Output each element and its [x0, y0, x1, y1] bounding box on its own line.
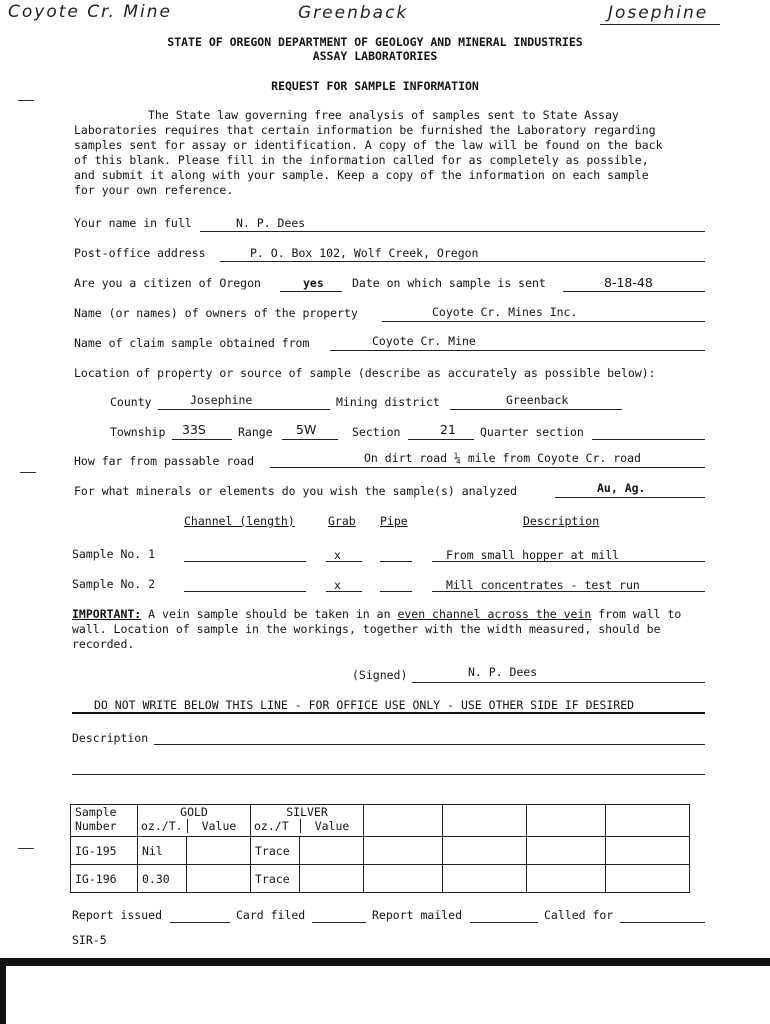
district-line — [450, 409, 622, 410]
results-row-1-empty — [443, 837, 527, 865]
address-line — [220, 261, 705, 262]
sample-1-grab[interactable]: x — [334, 548, 341, 562]
county-value[interactable]: Josephine — [190, 393, 253, 407]
section-line — [408, 439, 474, 440]
results-h-gold-value: Value — [201, 819, 237, 833]
card-filed-label: Card filed — [236, 908, 306, 922]
results-header-gold — [138, 805, 251, 837]
office-description-label: Description — [72, 731, 149, 745]
results-header-silver — [251, 805, 364, 837]
section-value[interactable]: 21 — [440, 422, 456, 437]
results-header-sample — [71, 805, 138, 837]
claim-value[interactable]: Coyote Cr. Mine — [372, 334, 476, 348]
name-value[interactable]: N. P. Dees — [236, 216, 306, 230]
citizen-line — [280, 291, 342, 292]
results-row-1-silver-oz: Trace — [251, 837, 300, 865]
margin-mark — [20, 472, 36, 473]
claim-label: Name of claim sample obtained from — [74, 336, 310, 350]
results-h-number: Number — [75, 819, 117, 833]
report-mailed-label: Report mailed — [372, 908, 463, 922]
results-row-1-gold-value — [187, 837, 251, 865]
report-issued-line — [170, 922, 230, 923]
results-row-1-silver-value — [300, 837, 364, 865]
results-row-2-number: IG-196 — [71, 865, 138, 893]
called-for-label: Called for — [544, 908, 614, 922]
results-empty-col — [443, 805, 527, 837]
signed-line — [412, 682, 705, 683]
date-value[interactable]: 8-18-48 — [604, 275, 653, 290]
results-silver-subheads — [251, 819, 363, 833]
results-h-silver: SILVER — [286, 805, 328, 819]
sample-1-label: Sample No. 1 — [72, 547, 156, 561]
sample-1-pipe-line — [380, 561, 412, 562]
results-row-2-silver-oz: Trace — [251, 865, 300, 893]
results-row-1-empty — [606, 837, 690, 865]
results-h-silver-value: Value — [314, 819, 350, 833]
sample-2-grab[interactable]: x — [334, 578, 341, 592]
form-id: SIR-5 — [72, 933, 107, 947]
card-filed-line — [312, 922, 366, 923]
results-empty-col — [527, 805, 606, 837]
form-title: REQUEST FOR SAMPLE INFORMATION — [271, 79, 479, 93]
results-empty-col — [606, 805, 690, 837]
results-empty-col — [364, 805, 443, 837]
sample-1-channel-line — [184, 561, 306, 562]
sample-2-label: Sample No. 2 — [72, 577, 156, 591]
road-value[interactable]: On dirt road ¼ mile from Coyote Cr. road — [364, 451, 641, 465]
col-grab: Grab — [328, 514, 356, 528]
results-row-2-gold-value — [187, 865, 251, 893]
margin-mark — [18, 848, 34, 849]
address-value[interactable]: P. O. Box 102, Wolf Creek, Oregon — [250, 246, 479, 260]
signed-label: (Signed) — [352, 668, 408, 682]
range-line — [282, 439, 338, 440]
col-channel: Channel (length) — [184, 514, 295, 528]
results-h-sample: Sample — [75, 805, 117, 819]
office-notice: DO NOT WRITE BELOW THIS LINE - FOR OFFICE USE ONLY - USE OTHER SIDE IF DESIRED — [94, 698, 635, 712]
district-value[interactable]: Greenback — [506, 393, 569, 407]
quarter-line — [592, 439, 705, 440]
results-row-2-empty — [364, 865, 443, 893]
handwritten-underline — [600, 24, 720, 25]
called-for-line — [620, 922, 705, 923]
results-gold-subheads — [138, 819, 250, 833]
results-row-2-gold-oz: 0.30 — [138, 865, 187, 893]
col-pipe: Pipe — [380, 514, 408, 528]
date-label: Date on which sample is sent — [352, 276, 546, 290]
citizen-label: Are you a citizen of Oregon — [74, 276, 261, 290]
owners-line — [382, 321, 705, 322]
important-emphasis: even channel across the vein — [397, 607, 592, 621]
sample-1-description[interactable]: From small hopper at mill — [446, 548, 620, 562]
important-text-a: A vein sample should be taken in an — [141, 607, 398, 621]
report-mailed-line — [470, 922, 538, 923]
citizen-value[interactable]: yes — [303, 276, 324, 290]
sample-2-description[interactable]: Mill concentrates - test run — [446, 578, 640, 592]
minerals-line — [555, 497, 705, 498]
results-row-2-empty — [527, 865, 606, 893]
results-row-1-empty — [364, 837, 443, 865]
county-label: County — [110, 395, 152, 409]
agency-heading: STATE OF OREGON DEPARTMENT OF GEOLOGY AND MINERAL INDUSTRIES — [167, 35, 583, 49]
claim-line — [330, 350, 705, 351]
results-row-1-gold-oz: Nil — [138, 837, 187, 865]
results-row-2-empty — [606, 865, 690, 893]
signed-value[interactable]: N. P. Dees — [468, 665, 538, 679]
important-note — [72, 607, 712, 652]
county-line — [158, 409, 330, 410]
important-text-b: from wall to wall. Location of sample in the workings, together with the width measured, should be recorded. — [72, 607, 682, 651]
col-description: Description — [523, 514, 600, 528]
office-description-line-2 — [72, 774, 705, 775]
owners-value[interactable]: Coyote Cr. Mines Inc. — [432, 305, 578, 319]
sample-2-grab-line — [326, 591, 362, 592]
results-row-2-silver-value — [300, 865, 364, 893]
township-line — [172, 439, 232, 440]
results-table — [70, 804, 690, 893]
section-label: Section — [352, 425, 401, 439]
handwritten-mine-note: Coyote Cr. Mine — [8, 2, 172, 22]
road-line — [270, 467, 705, 468]
sample-2-pipe-line — [380, 591, 412, 592]
minerals-value[interactable]: Au, Ag. — [597, 481, 646, 495]
lab-heading: ASSAY LABORATORIES — [312, 49, 438, 63]
office-divider — [72, 712, 705, 714]
sample-2-channel-line — [184, 591, 306, 592]
results-h-gold: GOLD — [180, 805, 208, 819]
road-label: How far from passable road — [74, 454, 255, 468]
intro-paragraph: The State law governing free analysis of samples sent to State Assay Laboratories requires that certain information be furnished the Laboratory regarding samples sent for assay or identification. A copy of the law will be found on the back of this blank. Please fill in the information called for as completely as possible, and submit it along with your sample. Keep a copy of the information on each sample for your own reference. — [74, 108, 663, 197]
report-issued-label: Report issued — [72, 908, 163, 922]
sample-1-grab-line — [326, 561, 362, 562]
name-line — [200, 231, 705, 232]
township-label: Township — [110, 425, 166, 439]
minerals-label: For what minerals or elements do you wish the sample(s) analyzed — [74, 484, 518, 498]
results-row-1-number: IG-195 — [71, 837, 138, 865]
township-value[interactable]: 33S — [182, 422, 206, 437]
location-label: Location of property or source of sample (describe as accurately as possible below): — [74, 366, 656, 380]
results-row-2-empty — [443, 865, 527, 893]
results-h-gold-oz: oz./T. — [138, 819, 188, 833]
handwritten-county-note: Josephine — [608, 3, 709, 23]
office-description-line — [154, 744, 705, 745]
handwritten-district-note: Greenback — [298, 3, 409, 23]
margin-mark — [18, 100, 34, 101]
owners-label: Name (or names) of owners of the property — [74, 306, 358, 320]
results-h-silver-oz: oz./T — [251, 819, 301, 833]
range-label: Range — [238, 425, 273, 439]
quarter-label: Quarter section — [480, 425, 584, 439]
address-label: Post-office address — [74, 246, 206, 260]
results-row-1-empty — [527, 837, 606, 865]
date-line — [563, 291, 705, 292]
name-label: Your name in full — [74, 216, 192, 230]
district-label: Mining district — [336, 395, 440, 409]
scan-backing — [6, 966, 770, 1024]
important-label: IMPORTANT: — [72, 607, 142, 621]
range-value[interactable]: 5W — [296, 422, 317, 437]
